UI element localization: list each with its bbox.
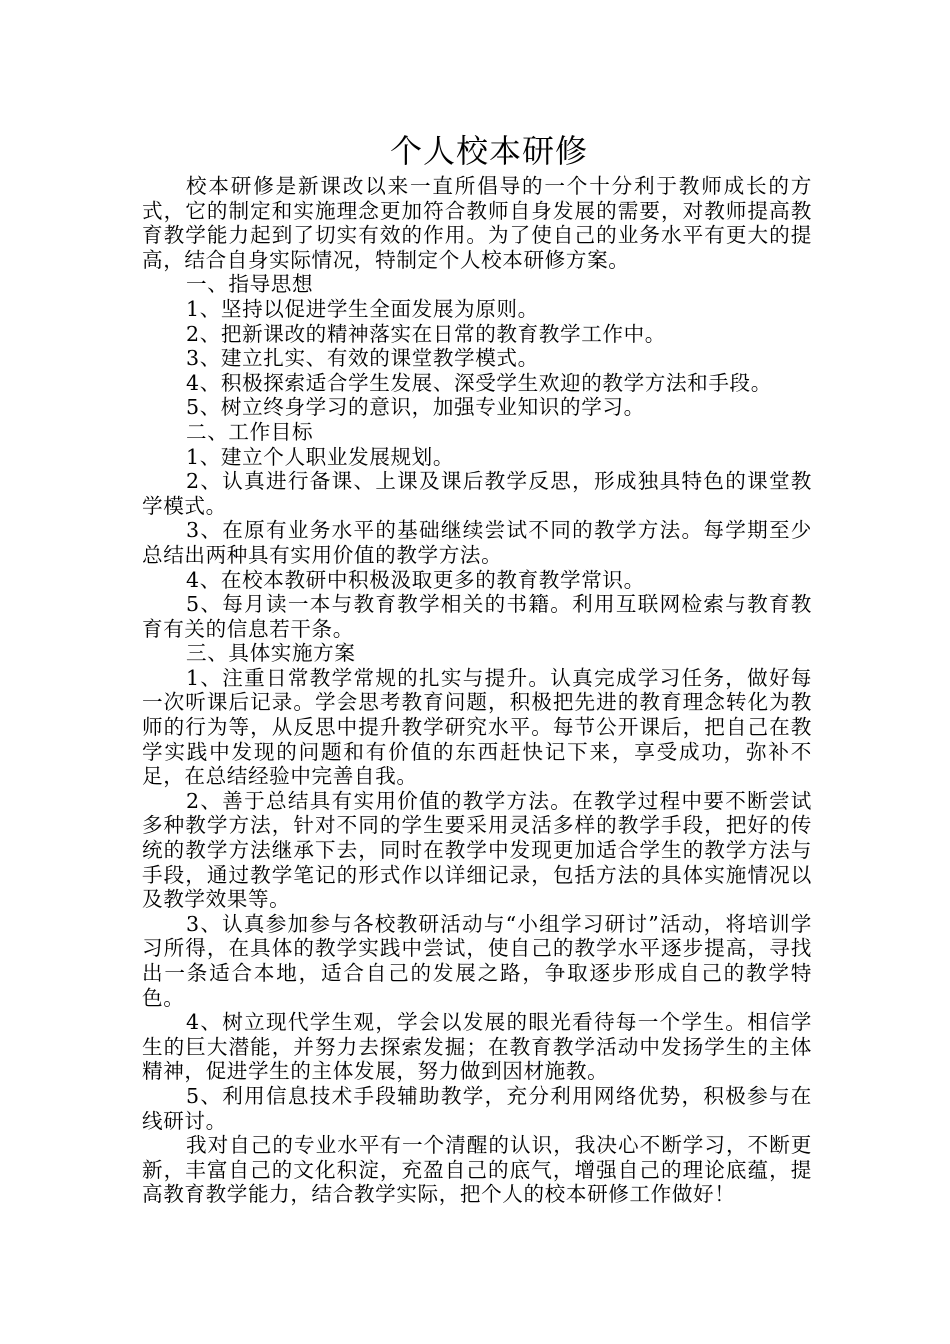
- section3-item-4: 4、树立现代学生观，学会以发展的眼光看待每一个学生。相信学生的巨大潜能，并努力去探索发掘；在教育教学活动中发扬学生的主体精神，促进学生的主体发展，努力做到因材施教。: [142, 1010, 812, 1084]
- section-heading-guiding-ideology: 一、指导思想: [186, 272, 314, 297]
- section2-item-1: 1、建立个人职业发展规划。: [186, 444, 455, 469]
- section1-item-3: 3、建立扎实、有效的课堂教学模式。: [186, 346, 539, 371]
- section3-item-1: 1、注重日常教学常规的扎实与提升。认真完成学习任务，做好每一次听课后记录。学会思考教育问题，积极把先进的教育理念转化为教师的行为等，从反思中提升教学研究水平。每节公开课后，把自己在教学实践中发现的问题和有价值的东西赶快记下来，享受成功，弥补不足，在总结经验中完善自我。: [142, 665, 812, 789]
- document-page: [142, 128, 812, 1207]
- conclusion-paragraph: 我对自己的专业水平有一个清醒的认识，我决心不断学习，不断更新，丰富自己的文化积淀，充盈自己的底气，增强自己的理论底蕴，提高教育教学能力，结合教学实际，把个人的校本研修工作做好！: [142, 1133, 812, 1207]
- section3-item-5: 5、利用信息技术手段辅助教学，充分利用网络优势，积极参与在线研讨。: [142, 1083, 812, 1133]
- section1-item-4: 4、积极探索适合学生发展、深受学生欢迎的教学方法和手段。: [186, 370, 772, 395]
- section2-item-2: 2、认真进行备课、上课及课后教学反思，形成独具特色的课堂教学模式。: [142, 469, 812, 518]
- section3-item-2: 2、善于总结具有实用价值的教学方法。在教学过程中要不断尝试多种教学方法，针对不同的学生要采用灵活多样的教学手段，把好的传统的教学方法继承下去，同时在教学中发现更加适合学生的教学方法与手段，通过教学笔记的形式作以详细记录，包括方法的具体实施情况以及教学效果等。: [142, 788, 812, 912]
- section1-item-2: 2、把新课改的精神落实在日常的教育教学工作中。: [186, 321, 666, 346]
- section-heading-work-goals: 二、工作目标: [186, 419, 314, 444]
- section2-item-4: 4、在校本教研中积极汲取更多的教育教学常识。: [186, 567, 645, 592]
- section-heading-implementation-plan: 三、具体实施方案: [186, 641, 356, 666]
- section1-item-5: 5、树立终身学习的意识，加强专业知识的学习。: [186, 395, 645, 420]
- intro-paragraph: 校本研修是新课改以来一直所倡导的一个十分利于教师成长的方式，它的制定和实施理念更加符合教师自身发展的需要，对教师提高教育教学能力起到了切实有效的作用。为了使自己的业务水平有更大的提高，结合自身实际情况，特制定个人校本研修方案。: [142, 174, 812, 272]
- section3-item-3: 3、认真参加参与各校教研活动与“小组学习研讨”活动，将培训学习所得，在具体的教学实践中尝试，使自己的教学水平逐步提高，寻找出一条适合本地，适合自己的发展之路，争取逐步形成自己的教学特色。: [142, 911, 812, 1010]
- section2-item-3: 3、在原有业务水平的基础继续尝试不同的教学方法。每学期至少总结出两种具有实用价值的教学方法。: [142, 518, 812, 567]
- document-title: 个人校本研修: [389, 132, 588, 170]
- section2-item-5: 5、每月读一本与教育教学相关的书籍。利用互联网检索与教育教育有关的信息若干条。: [142, 592, 812, 641]
- section1-item-1: 1、坚持以促进学生全面发展为原则。: [186, 296, 539, 321]
